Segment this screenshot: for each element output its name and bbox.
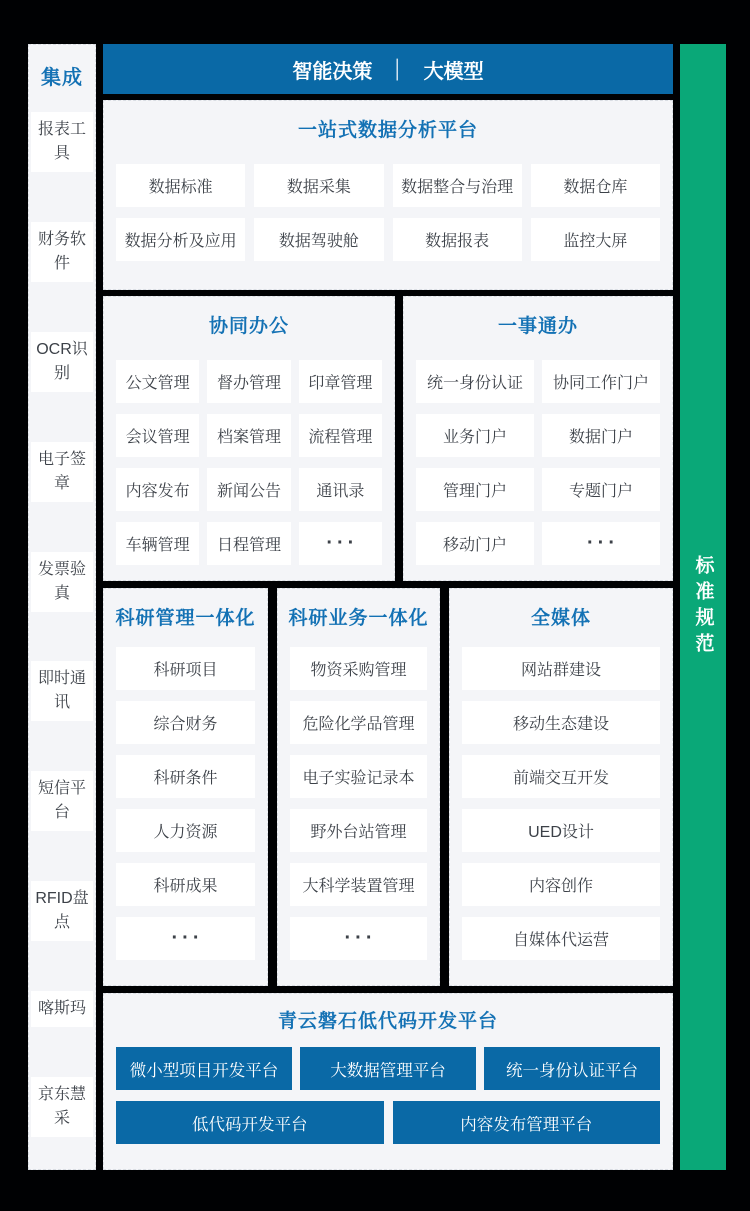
section-omni-media (449, 588, 673, 986)
top-header-bar (103, 44, 673, 94)
standards-bar (680, 44, 726, 1170)
section-row-3 (103, 588, 673, 986)
item-card: 网站群建设 (462, 647, 660, 690)
item-card: 大科学装置管理 (290, 863, 427, 906)
item-card: 新闻公告 (207, 468, 290, 511)
platform-button: 低代码开发平台 (116, 1101, 384, 1144)
item-card: 综合财务 (116, 701, 255, 744)
item-card: 数据整合与治理 (393, 164, 522, 207)
item-card: 移动门户 (416, 522, 534, 565)
lowcode-button-row-2 (116, 1101, 660, 1144)
sidebar-item-jd: 京东慧采 (31, 1077, 93, 1137)
item-card: 通讯录 (299, 468, 382, 511)
main-content (103, 44, 673, 1170)
more-item: ··· (116, 917, 255, 960)
section-one-stop (403, 296, 673, 581)
one-stop-grid (416, 360, 660, 565)
item-card: 自媒体代运营 (462, 917, 660, 960)
item-card: 流程管理 (299, 414, 382, 457)
item-card: 监控大屏 (531, 218, 660, 261)
sidebar-item-finance-software: 财务软件 (31, 222, 93, 282)
item-card: UED设计 (462, 809, 660, 852)
item-card: 管理门户 (416, 468, 534, 511)
omni-media-list (462, 647, 660, 960)
sidebar-item-esignature: 电子签章 (31, 442, 93, 502)
more-item: ··· (299, 522, 382, 565)
lowcode-button-row-1 (116, 1047, 660, 1090)
platform-button: 微小型项目开发平台 (116, 1047, 292, 1090)
section-row-2 (103, 296, 673, 581)
item-card: 内容创作 (462, 863, 660, 906)
section-collab-office (103, 296, 395, 581)
item-card: 会议管理 (116, 414, 199, 457)
item-card: 业务门户 (416, 414, 534, 457)
item-card: 数据门户 (542, 414, 660, 457)
item-card: 危险化学品管理 (290, 701, 427, 744)
item-card: 统一身份认证 (416, 360, 534, 403)
item-card: 科研项目 (116, 647, 255, 690)
section-research-mgmt (103, 588, 268, 986)
header-separator: │ (392, 58, 404, 79)
item-card: 数据采集 (254, 164, 383, 207)
sidebar-item-kasima: 喀斯玛 (31, 991, 93, 1027)
item-card: 科研条件 (116, 755, 255, 798)
section-title: 科研管理一体化 (115, 608, 256, 629)
sidebar-item-list (29, 90, 95, 1169)
item-card: 协同工作门户 (542, 360, 660, 403)
collab-grid (116, 360, 382, 565)
section-title: 协同办公 (208, 316, 289, 337)
item-card: 车辆管理 (116, 522, 199, 565)
data-platform-grid (116, 164, 660, 261)
more-item: ··· (542, 522, 660, 565)
item-card: 野外台站管理 (290, 809, 427, 852)
research-mgmt-list (116, 647, 255, 960)
item-card: 数据分析及应用 (116, 218, 245, 261)
section-lowcode-platform (103, 993, 673, 1170)
item-card: 督办管理 (207, 360, 290, 403)
sidebar-item-ocr: OCR识别 (31, 332, 93, 392)
platform-button: 大数据管理平台 (300, 1047, 476, 1090)
standards-label: 标准规范 (692, 555, 714, 659)
section-title: 全媒体 (530, 608, 591, 629)
item-card: 印章管理 (299, 360, 382, 403)
platform-button: 内容发布管理平台 (393, 1101, 661, 1144)
item-card: 数据标准 (116, 164, 245, 207)
item-card: 数据仓库 (531, 164, 660, 207)
sidebar-item-sms: 短信平台 (31, 771, 93, 831)
sidebar-item-report-tools: 报表工具 (31, 112, 93, 172)
section-research-biz (277, 588, 440, 986)
item-card: 物资采购管理 (290, 647, 427, 690)
section-title: 一站式数据分析平台 (297, 120, 478, 141)
section-title: 青云磐石低代码开发平台 (277, 1011, 498, 1032)
section-title: 科研业务一体化 (288, 608, 429, 629)
platform-button: 统一身份认证平台 (484, 1047, 660, 1090)
item-card: 公文管理 (116, 360, 199, 403)
item-card: 人力资源 (116, 809, 255, 852)
item-card: 数据报表 (393, 218, 522, 261)
integration-sidebar (28, 44, 96, 1170)
section-title: 一事通办 (497, 316, 578, 337)
item-card: 移动生态建设 (462, 701, 660, 744)
more-item: ··· (290, 917, 427, 960)
sidebar-title: 集成 (41, 67, 83, 89)
item-card: 前端交互开发 (462, 755, 660, 798)
header-left-label: 智能决策 (292, 60, 373, 83)
item-card: 内容发布 (116, 468, 199, 511)
sidebar-item-rfid: RFID盘点 (31, 881, 93, 941)
section-data-platform (103, 100, 673, 290)
item-card: 专题门户 (542, 468, 660, 511)
item-card: 档案管理 (207, 414, 290, 457)
item-card: 数据驾驶舱 (254, 218, 383, 261)
item-card: 科研成果 (116, 863, 255, 906)
header-right-label: 大模型 (423, 60, 484, 83)
item-card: 日程管理 (207, 522, 290, 565)
research-biz-list (290, 647, 427, 960)
sidebar-item-invoice-verify: 发票验真 (31, 552, 93, 612)
item-card: 电子实验记录本 (290, 755, 427, 798)
sidebar-item-im: 即时通讯 (31, 661, 93, 721)
